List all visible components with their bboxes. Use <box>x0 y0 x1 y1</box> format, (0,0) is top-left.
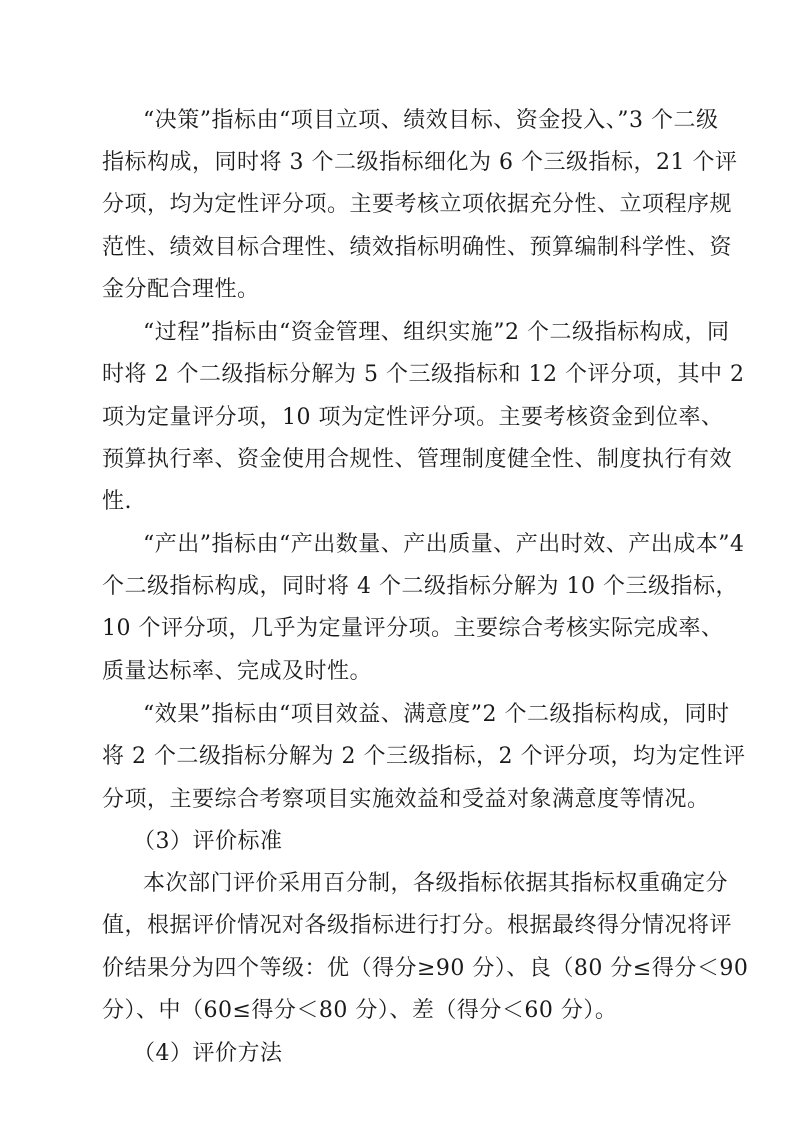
paragraph-process-line-5: 性. <box>102 489 132 514</box>
paragraph-output-line-4: 质量达标率、完成及时性。 <box>102 659 373 684</box>
paragraph-process-line-1: “过程”指标由“资金管理、组织实施”2 个二级指标构成，同 <box>143 320 730 345</box>
paragraph-decision-line-1: “决策”指标由“项目立项、绩效目标、资金投入、”3 个二级 <box>143 108 719 133</box>
paragraph-process-line-3: 项为定量评分项，10 项为定性评分项。主要考核资金到位率、 <box>102 405 724 430</box>
section-heading-evaluation-method: （4）评价方法 <box>133 1041 283 1066</box>
paragraph-decision-line-2: 指标构成，同时将 3 个二级指标细化为 6 个三级指标，21 个评 <box>102 150 738 175</box>
paragraph-decision-line-4: 范性、绩效目标合理性、绩效指标明确性、预算编制科学性、资 <box>102 235 733 260</box>
paragraph-process-line-2: 时将 2 个二级指标分解为 5 个三级指标和 12 个评分项，其中 2 <box>102 362 745 387</box>
paragraph-output-line-2: 个二级指标构成，同时将 4 个二级指标分解为 10 个三级指标， <box>102 574 738 599</box>
paragraph-standard-line-1: 本次部门评价采用百分制，各级指标依据其指标权重确定分 <box>143 871 729 896</box>
paragraph-decision-line-5: 金分配合理性。 <box>102 277 260 302</box>
paragraph-process-line-4: 预算执行率、资金使用合规性、管理制度健全性、制度执行有效 <box>102 447 733 472</box>
paragraph-effect-line-2: 将 2 个二级指标分解为 2 个三级指标，2 个评分项，均为定性评 <box>102 744 746 769</box>
paragraph-decision-line-3: 分项，均为定性评分项。主要考核立项依据充分性、立项程序规 <box>102 192 733 217</box>
paragraph-output-line-3: 10 个评分项，几乎为定量评分项。主要综合考核实际完成率、 <box>102 616 724 641</box>
paragraph-standard-line-2: 值，根据评价情况对各级指标进行打分。根据最终得分情况将评 <box>102 913 733 938</box>
paragraph-standard-line-3: 价结果分为四个等级：优（得分≥90 分）、良（80 分≤得分＜90 <box>102 956 749 981</box>
paragraph-standard-line-4: 分）、中（60≤得分＜80 分）、差（得分＜60 分）。 <box>102 998 618 1023</box>
section-heading-evaluation-standard: （3）评价标准 <box>133 829 283 854</box>
paragraph-output-line-1: “产出”指标由“产出数量、产出质量、产出时效、产出成本”4 <box>143 532 745 557</box>
paragraph-effect-line-3: 分项，主要综合考察项目实施效益和受益对象满意度等情况。 <box>102 787 710 812</box>
paragraph-effect-line-1: “效果”指标由“项目效益、满意度”2 个二级指标构成，同时 <box>143 702 730 727</box>
